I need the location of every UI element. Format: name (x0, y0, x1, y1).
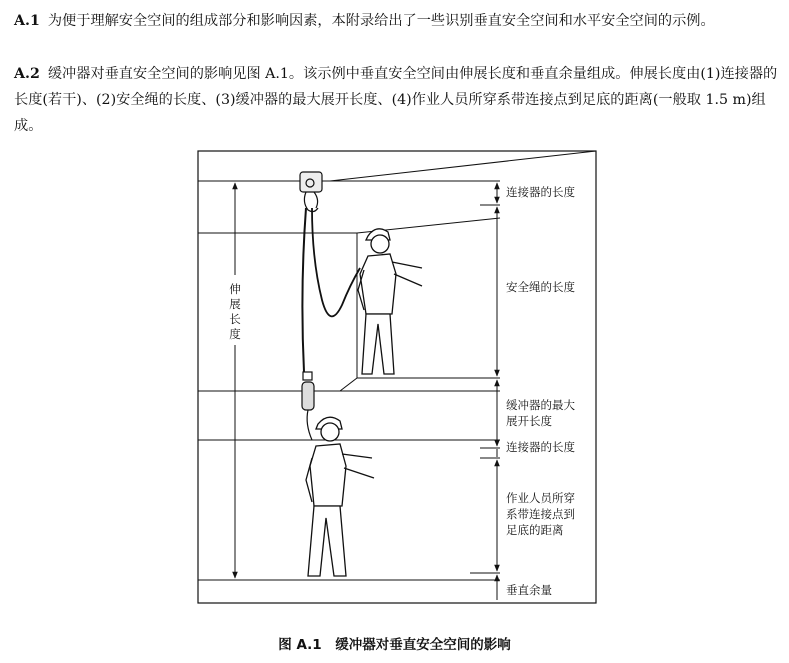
label-worker: 系带连接点到 (506, 507, 575, 521)
label-worker: 作业人员所穿 (506, 491, 575, 505)
paragraph-number: A.2 (14, 66, 40, 82)
shock-absorber-icon (302, 372, 314, 440)
paragraph-number: A.1 (14, 13, 40, 29)
label-connector-top: 连接器的长度 (506, 185, 575, 199)
left-label-char: 伸 (229, 282, 241, 296)
label-worker: 足底的距离 (506, 523, 564, 537)
label-clearance: 垂直余量 (506, 583, 552, 597)
paragraph-text: 为便于理解安全空间的组成部分和影响因素，本附录给出了一些识别垂直安全空间和水平安全空间的示例。 (47, 13, 715, 29)
lanyard-upper (312, 208, 360, 316)
label-connector-bottom: 连接器的长度 (506, 440, 575, 454)
left-label-char: 长 (229, 312, 241, 326)
lower-worker-figure (306, 417, 374, 576)
left-label-char: 度 (229, 327, 241, 341)
label-absorber: 缓冲器的最大 (506, 398, 575, 412)
label-lanyard: 安全绳的长度 (506, 280, 575, 294)
dimension-ticks (470, 205, 500, 573)
anchor-connector-icon (300, 172, 322, 212)
paragraph-text: 缓冲器对垂直安全空间的影响见图 A.1。该示例中垂直安全空间由伸展长度和垂直余量组成。伸展长度由(1)连接器的长度(若干)、(2)安全绳的长度、(3)缓冲器的最大展开长度、(4)作业人员所穿系带连接点到足底的距离(一般取 1.5 m)组成。 (14, 66, 778, 134)
label-absorber: 展开长度 (506, 414, 552, 428)
upper-worker-figure (358, 229, 422, 374)
left-label-char: 展 (229, 297, 241, 311)
figure-caption: 图 A.1 缓冲器对垂直安全空间的影响 (278, 637, 511, 653)
